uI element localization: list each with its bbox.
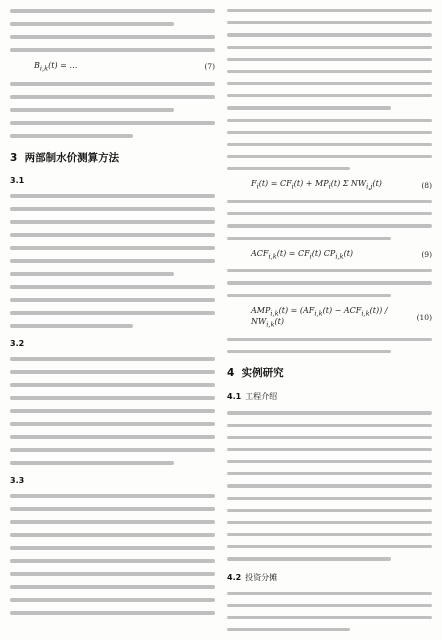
text-line xyxy=(227,106,391,109)
text-line xyxy=(10,233,215,237)
text-line xyxy=(227,58,432,61)
text-line xyxy=(227,200,432,203)
text-line xyxy=(227,143,432,146)
section-heading-3-2: 3.2 xyxy=(10,338,25,348)
text-line xyxy=(10,409,215,413)
text-line xyxy=(227,460,432,463)
text-line xyxy=(227,350,391,353)
text-line xyxy=(10,520,215,524)
text-line xyxy=(10,311,215,315)
text-line xyxy=(10,82,215,86)
text-line xyxy=(10,194,215,198)
text-line xyxy=(227,167,350,170)
text-line xyxy=(10,285,215,289)
text-line xyxy=(227,131,432,134)
text-line xyxy=(10,585,215,589)
text-line xyxy=(227,545,432,548)
text-line xyxy=(227,616,432,619)
equation-number: (7) xyxy=(204,62,215,72)
text-line xyxy=(227,436,432,439)
text-line xyxy=(227,82,432,85)
text-line xyxy=(227,70,432,73)
text-line xyxy=(10,383,215,387)
text-line xyxy=(10,35,215,39)
text-line xyxy=(10,95,215,99)
text-line xyxy=(10,259,215,263)
section-heading-4-1: 4.1 工程介绍 xyxy=(227,392,278,402)
text-line xyxy=(227,424,432,427)
text-line xyxy=(227,94,432,97)
text-line xyxy=(10,396,215,400)
text-line xyxy=(227,484,432,487)
text-line xyxy=(227,33,432,36)
text-line xyxy=(227,21,432,24)
text-line xyxy=(10,134,133,138)
section-heading-4-2: 4.2 投资分摊 xyxy=(227,572,278,582)
text-line xyxy=(10,220,215,224)
left-column xyxy=(10,6,215,634)
text-line xyxy=(10,572,215,576)
text-line xyxy=(10,435,215,439)
text-line xyxy=(227,533,432,536)
text-line xyxy=(10,546,215,550)
text-line xyxy=(227,509,432,512)
text-line xyxy=(10,207,215,211)
equation-number: (9) xyxy=(421,249,432,259)
text-line xyxy=(10,507,215,511)
text-line xyxy=(10,121,215,125)
text-line xyxy=(227,155,432,158)
text-line xyxy=(227,448,432,451)
equation-number: (8) xyxy=(421,180,432,190)
text-line xyxy=(10,324,133,328)
section-heading-3-3: 3.3 xyxy=(10,475,25,485)
text-line xyxy=(10,494,215,498)
text-line xyxy=(227,9,432,12)
text-line xyxy=(227,592,432,595)
equation-9: $ACF_{i,k}(t) = CF_i(t)$ $CP_{i,k}(t)$ (9) xyxy=(251,248,432,261)
equation-number: (10) xyxy=(416,312,432,322)
text-line xyxy=(227,521,432,524)
text-line xyxy=(227,411,432,414)
text-line xyxy=(10,108,174,112)
equation-7: $B_{i,k}(t)$ = … (7) xyxy=(34,61,215,73)
equation-10: $AMP_{i,k}(t) = (AF_{i,k}(t) - ACF_{i,k}(t)) / NW_{i,k}(t)$ (10) xyxy=(251,305,432,329)
text-line xyxy=(227,224,432,227)
text-line xyxy=(227,497,432,500)
text-line xyxy=(10,298,215,302)
text-line xyxy=(10,357,215,361)
text-line xyxy=(10,48,215,52)
text-line xyxy=(10,598,215,602)
text-line xyxy=(227,46,432,49)
text-line xyxy=(227,472,432,475)
text-line xyxy=(227,119,432,122)
text-line xyxy=(10,461,174,465)
right-column xyxy=(227,6,432,634)
text-line xyxy=(10,559,215,563)
text-line xyxy=(227,628,350,631)
text-line xyxy=(10,22,174,26)
text-line xyxy=(227,294,391,297)
text-line xyxy=(10,370,215,374)
section-heading-4: 4 实例研究 xyxy=(227,367,284,380)
text-line xyxy=(227,237,391,240)
text-line xyxy=(227,269,432,272)
text-line xyxy=(227,338,432,341)
text-line xyxy=(10,246,215,250)
text-line xyxy=(10,272,174,276)
text-line xyxy=(10,533,215,537)
text-line xyxy=(227,212,432,215)
text-line xyxy=(227,281,432,284)
text-line xyxy=(10,611,215,615)
text-line xyxy=(10,422,215,426)
section-heading-3-1: 3.1 xyxy=(10,175,25,185)
section-heading-3: 3 两部制水价测算方法 xyxy=(10,151,120,164)
text-line xyxy=(227,557,391,560)
text-line xyxy=(10,9,215,13)
text-line xyxy=(227,604,432,607)
equation-8: $F_i(t) = CF_i(t) + MP_i(t)$ Σ $NW_{i,j}(t)$ (8) xyxy=(251,179,432,191)
text-line xyxy=(10,448,215,452)
